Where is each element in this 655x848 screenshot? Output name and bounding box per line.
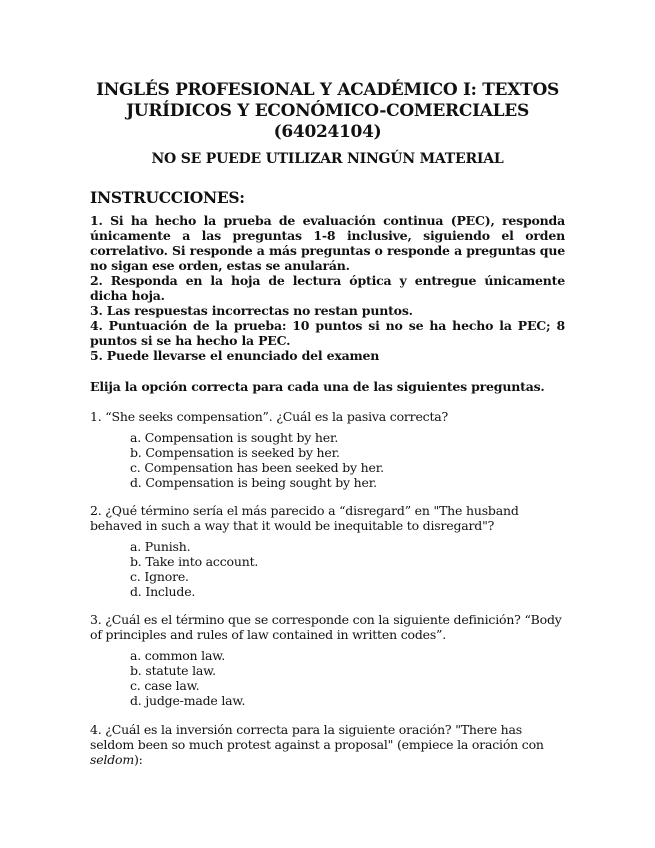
answer-option: a. common law. xyxy=(130,648,226,663)
answer-option: c. Ignore. xyxy=(130,569,189,584)
answer-option: d. Include. xyxy=(130,584,196,599)
title-line-1: INGLÉS PROFESIONAL Y ACADÉMICO I: TEXTOS xyxy=(96,80,559,100)
question-stem-end: ): xyxy=(134,752,143,767)
question-stem-text: 4. ¿Cuál es la inversión correcta para la siguiente oración? "There has seldom been so much protest against a proposal" (empiece la oración con xyxy=(90,722,544,752)
instruction-item: 1. Si ha hecho la prueba de evaluación continua (PEC), responda únicamente a las preguntas 1-8 inclusive, siguiendo el orden correlativo. Si responde a más preguntas o responde a preguntas que no sigan ese orden, estas se anularán. xyxy=(90,213,565,273)
no-material-notice: NO SE PUEDE UTILIZAR NINGÚN MATERIAL xyxy=(151,151,504,167)
answer-option: a. Compensation is sought by her. xyxy=(130,430,339,445)
question-stem xyxy=(90,722,565,767)
answer-option: d. Compensation is being sought by her. xyxy=(130,475,377,490)
title-line-3: (64024104) xyxy=(273,122,382,142)
answer-option: d. judge-made law. xyxy=(130,693,246,708)
question-stem: 2. ¿Qué término sería el más parecido a “disregard” en "The husband behaved in such a way that it would be inequitable to disregard"? xyxy=(90,503,519,533)
answer-options xyxy=(90,539,565,599)
title-line-2: JURÍDICOS Y ECONÓMICO-COMERCIALES xyxy=(126,101,529,121)
answer-option: c. case law. xyxy=(130,678,200,693)
question-stem-italic: seldom xyxy=(90,752,134,767)
question-2 xyxy=(90,503,565,599)
question-1 xyxy=(90,409,565,490)
question-3 xyxy=(90,612,565,708)
answer-option: a. Punish. xyxy=(130,539,191,554)
answer-options xyxy=(90,648,565,708)
answer-option: b. Compensation is seeked by her. xyxy=(130,445,340,460)
question-stem: 3. ¿Cuál es el término que se corresponde con la siguiente definición? “Body of principles and rules of law contained in written codes”. xyxy=(90,612,562,642)
question-stem: 1. “She seeks compensation”. ¿Cuál es la pasiva correcta? xyxy=(90,409,449,424)
answer-option: b. Take into account. xyxy=(130,554,259,569)
instructions-heading: INSTRUCCIONES: xyxy=(90,188,245,207)
questions-prompt: Elija la opción correcta para cada una de las siguientes preguntas. xyxy=(90,379,545,394)
instruction-item: 5. Puede llevarse el enunciado del examen xyxy=(90,348,380,363)
instruction-item: 4. Puntuación de la prueba: 10 puntos si no se ha hecho la PEC; 8 puntos si se ha hecho la PEC. xyxy=(90,318,565,348)
question-4 xyxy=(90,722,565,767)
instruction-item: 3. Las respuestas incorrectas no restan puntos. xyxy=(90,303,413,318)
answer-option: b. statute law. xyxy=(130,663,216,678)
instruction-item: 2. Responda en la hoja de lectura óptica y entregue únicamente dicha hoja. xyxy=(90,273,565,303)
answer-options xyxy=(90,430,565,490)
instructions-list xyxy=(90,213,565,363)
exam-title xyxy=(90,80,565,143)
answer-option: c. Compensation has been seeked by her. xyxy=(130,460,384,475)
